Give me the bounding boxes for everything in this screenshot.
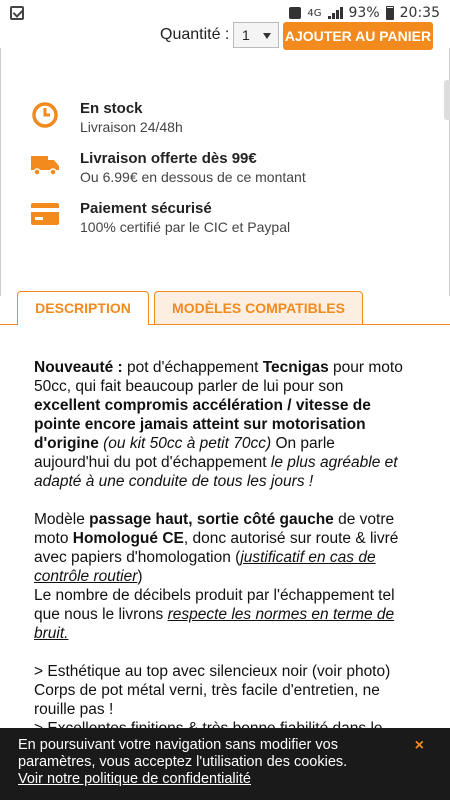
- notification-badge-icon: [289, 7, 301, 19]
- feature-subtitle: 100% certifié par le CIC et Paypal: [80, 219, 291, 235]
- desc-text: , donc autorisé sur route & livré avec papiers d'homologation (: [34, 530, 399, 566]
- description-paragraph: [34, 510, 404, 643]
- product-description: [34, 358, 404, 757]
- cookie-message: En poursuivant votre navigation sans modifier vos paramètres, vous acceptez l'utilisation des cookies.: [18, 737, 348, 770]
- description-paragraph: [34, 358, 404, 491]
- desc-text: de votre moto: [34, 511, 395, 547]
- description-paragraph: [34, 662, 404, 738]
- desc-text: On parle aujourd'hui du pot d'échappement: [34, 435, 335, 471]
- status-right: [289, 5, 440, 21]
- desc-text: le plus agréable et adapté à une conduite de tous les jours !: [34, 454, 398, 490]
- privacy-policy-link[interactable]: Voir notre politique de confidentialité: [18, 771, 251, 787]
- desc-text: (ou kit 50cc à petit 70cc): [98, 435, 272, 452]
- feature-subtitle: Livraison 24/48h: [80, 119, 183, 135]
- desc-text: pot d'échappement: [122, 359, 263, 376]
- feature-subtitle: Ou 6.99€ en dessous de ce montant: [80, 169, 306, 185]
- signal-icon: [328, 7, 343, 19]
- feature-stock: [30, 100, 183, 136]
- desc-text: Corps de pot métal verni, très facile d'entretien, ne rouille pas !: [34, 682, 380, 718]
- desc-text: respecte les normes en terme de bruit.: [34, 606, 395, 642]
- clock-time: 20:35: [399, 5, 440, 21]
- tab-compatible-models[interactable]: MODÈLES COMPATIBLES: [154, 291, 363, 325]
- credit-card-icon: [30, 200, 60, 230]
- cookie-banner: [0, 728, 450, 800]
- desc-text: excellent compromis accélération / vitesse de pointe encore jamais atteint sur motorisation d'origine: [34, 397, 371, 452]
- checkbox-notification-icon: [10, 6, 24, 20]
- scrollbar-thumb[interactable]: [444, 80, 450, 120]
- chevron-down-icon: [263, 33, 271, 39]
- desc-text: pour moto 50cc, qui fait beaucoup parler de lui pour son: [34, 359, 403, 395]
- desc-text: > Esthétique au top avec silencieux noir (voir photo): [34, 663, 391, 680]
- feature-title: En stock: [80, 100, 143, 117]
- feature-shipping: [30, 150, 306, 186]
- quantity-value: 1: [242, 27, 250, 43]
- quantity-select[interactable]: [233, 22, 279, 48]
- feature-title: Livraison offerte dès 99€: [80, 150, 257, 167]
- close-icon[interactable]: ×: [414, 737, 424, 754]
- tab-description[interactable]: DESCRIPTION: [17, 291, 149, 325]
- desc-text: Nouveauté :: [34, 359, 123, 376]
- desc-text: passage haut, sortie côté gauche: [89, 511, 334, 528]
- desc-text: Le nombre de décibels produit par l'échappement tel que nous le livrons: [34, 587, 395, 623]
- desc-text: Tecnigas: [262, 359, 329, 376]
- desc-text: ): [137, 568, 143, 585]
- desc-text: justificatif en cas de contrôle routier: [34, 549, 376, 585]
- network-type: 4G: [307, 7, 322, 19]
- cart-bar: [0, 22, 450, 54]
- battery-percent: 93%: [348, 5, 380, 21]
- desc-text: Modèle: [34, 511, 90, 528]
- feature-title: Paiement sécurisé: [80, 200, 212, 217]
- battery-icon: [386, 6, 394, 20]
- desc-text: Homologué CE: [72, 530, 184, 547]
- add-to-cart-button[interactable]: AJOUTER AU PANIER: [283, 22, 433, 50]
- feature-payment: [30, 200, 290, 236]
- truck-icon: [30, 150, 60, 180]
- quantity-label: Quantité :: [160, 26, 230, 43]
- clock-icon: [30, 100, 60, 130]
- status-left: [10, 6, 24, 20]
